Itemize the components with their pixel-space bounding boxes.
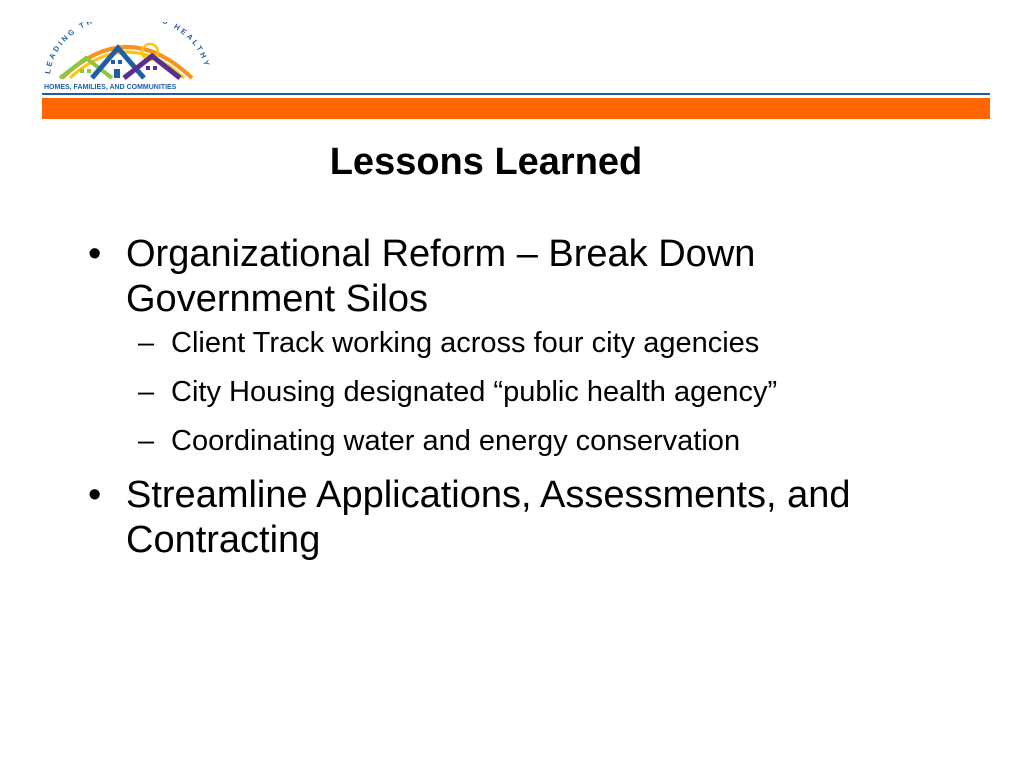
slide-title: Lessons Learned	[329, 141, 643, 183]
bullet-marker: •	[88, 474, 102, 516]
slide-bullet-list	[88, 232, 948, 571]
sub-bullet-marker: –	[138, 327, 155, 359]
logo-tagline: HOMES, FAMILIES, AND COMMUNITIES	[44, 84, 177, 91]
sub-bullet-list	[126, 326, 948, 458]
bullet-text: Streamline Applications, Assessments, and Contracting	[126, 474, 851, 561]
sub-bullet-item	[126, 375, 948, 409]
sub-bullet-item	[126, 424, 948, 458]
bullet-text: Organizational Reform – Break Down Government Silos	[126, 233, 756, 320]
header-orange-band	[42, 98, 990, 119]
sub-bullet-text: Client Track working across four city agencies	[171, 327, 760, 359]
logo-graphic	[40, 22, 215, 94]
bullet-item	[88, 473, 948, 563]
sub-bullet-marker: –	[138, 376, 155, 408]
sub-bullet-text: Coordinating water and energy conservation	[171, 425, 741, 457]
sub-bullet-marker: –	[138, 425, 155, 457]
logo-arc-text: LEADING T HEALTHY	[43, 22, 212, 75]
header-blue-rule	[42, 93, 990, 95]
sub-bullet-item	[126, 326, 948, 360]
bullet-marker: •	[88, 233, 102, 275]
sub-bullet-text: City Housing designated “public health agency”	[171, 376, 778, 408]
bullet-item	[88, 232, 948, 458]
houses-sun-logo	[40, 22, 215, 94]
